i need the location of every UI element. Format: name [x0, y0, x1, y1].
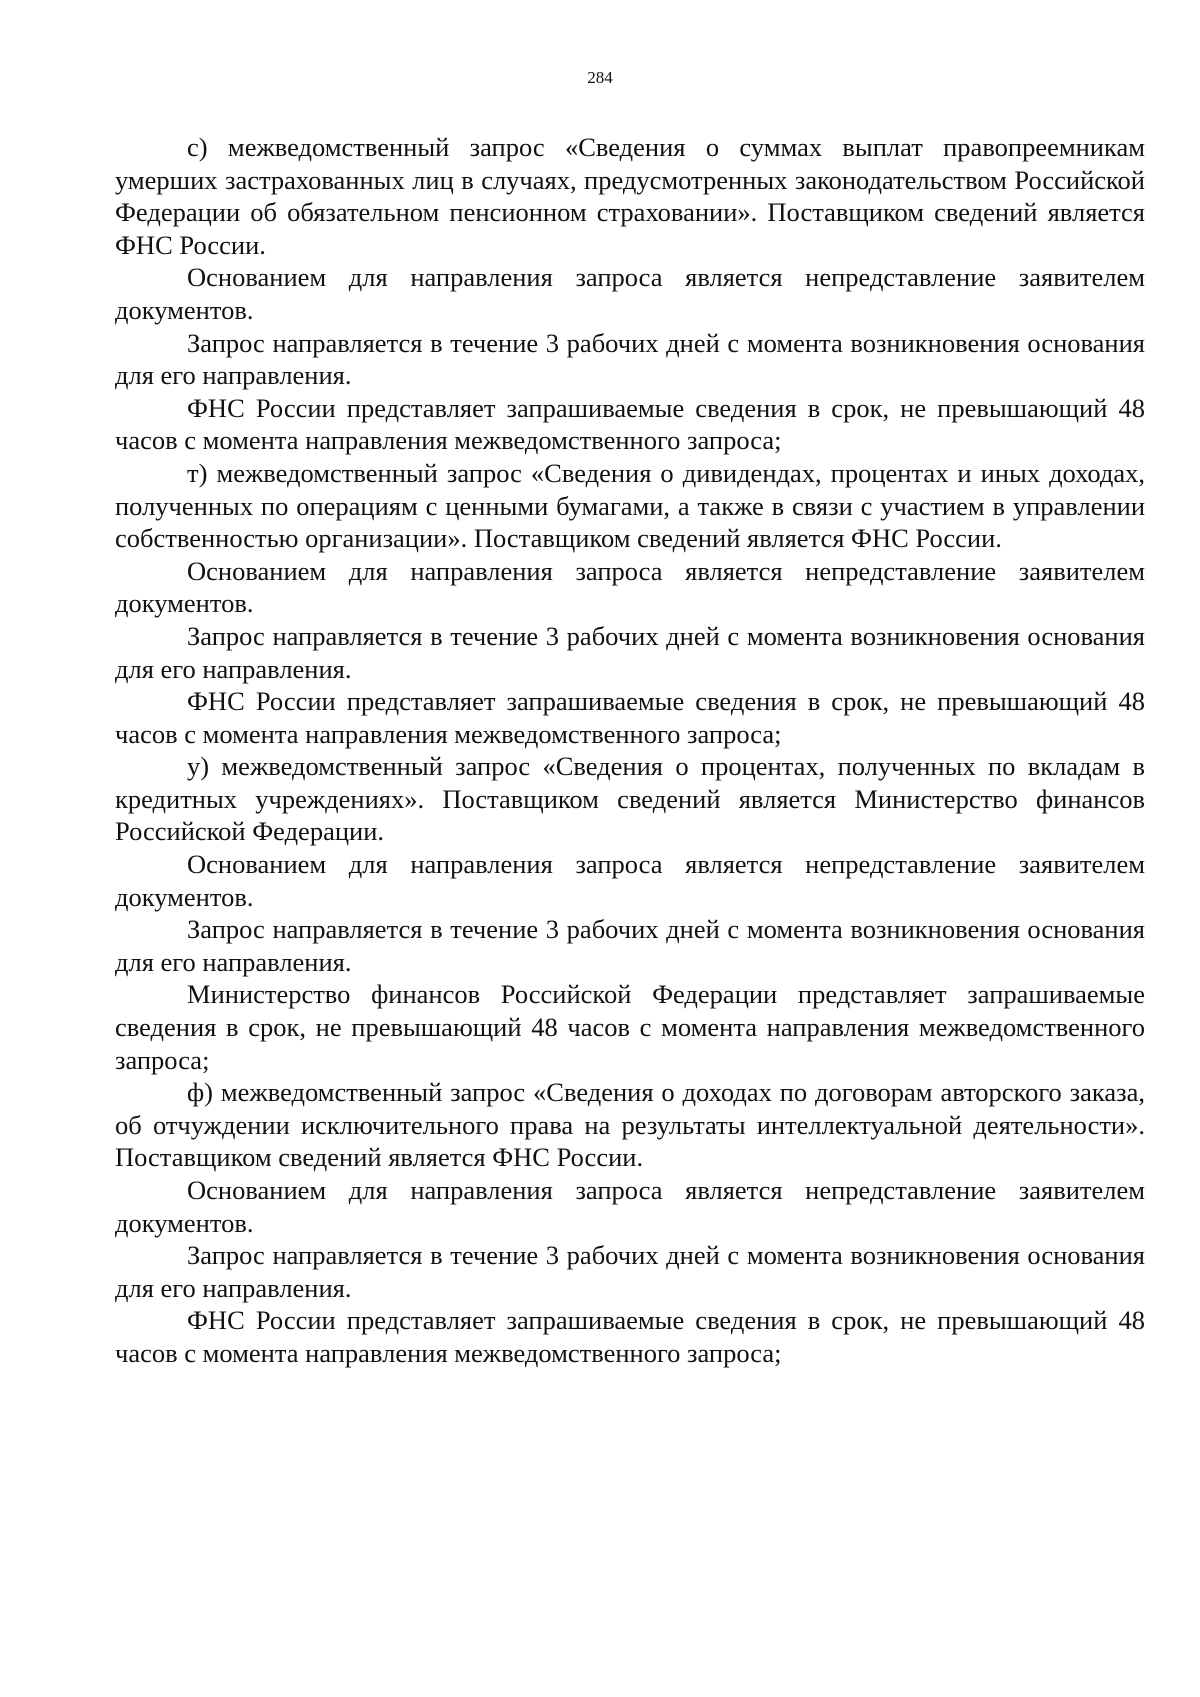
paragraph-request-deadline: Запрос направляется в течение 3 рабочих дней с момента возникновения основания для его направления. — [115, 1240, 1145, 1303]
paragraph-item-s-request: с) межведомственный запрос «Сведения о суммах выплат правопреемникам умерших застрахованных лиц в случаях, предусмотренных законодательством Российской Федерации об обязательном пенсионном страховании». Поставщиком сведений является ФНС России. — [115, 132, 1145, 260]
paragraph-request-deadline: Запрос направляется в течение 3 рабочих дней с момента возникновения основания для его направления. — [115, 620, 1145, 684]
paragraph-request-basis: Основанием для направления запроса является непредставление заявителем документов. — [115, 555, 1145, 619]
document-body — [115, 131, 1145, 1370]
paragraph-response-deadline: ФНС России представляет запрашиваемые сведения в срок, не превышающий 48 часов с момента направления межведомственного запроса; — [115, 392, 1145, 456]
page-number: 284 — [587, 68, 613, 87]
paragraph-request-deadline: Запрос направляется в течение 3 рабочих дней с момента возникновения основания для его направления. — [115, 327, 1145, 391]
paragraph-request-basis: Основанием для направления запроса является непредставление заявителем документов. — [115, 1175, 1145, 1238]
paragraph-item-f-request: ф) межведомственный запрос «Сведения о доходах по договорам авторского заказа, об отчуждении исключительного права на результаты интеллектуальной деятельности». Поставщиком сведений является ФНС России. — [115, 1077, 1145, 1173]
paragraph-response-deadline: Министерство финансов Российской Федерации представляет запрашиваемые сведения в срок, не превышающий 48 часов с момента направления межведомственного запроса; — [115, 979, 1145, 1075]
paragraph-request-deadline: Запрос направляется в течение 3 рабочих дней с момента возникновения основания для его направления. — [115, 914, 1145, 977]
paragraph-request-basis: Основанием для направления запроса является непредставление заявителем документов. — [115, 262, 1145, 325]
paragraph-request-basis: Основанием для направления запроса является непредставление заявителем документов. — [115, 849, 1145, 912]
paragraph-item-t-request: т) межведомственный запрос «Сведения о дивидендах, процентах и иных доходах, полученных по операциям с ценными бумагами, а также в связи с участием в управлении собственностью организации». Поставщиком сведений является ФНС России. — [115, 457, 1145, 554]
paragraph-response-deadline: ФНС России представляет запрашиваемые сведения в срок, не превышающий 48 часов с момента направления межведомственного запроса; — [115, 1305, 1145, 1368]
paragraph-response-deadline: ФНС России представляет запрашиваемые сведения в срок, не превышающий 48 часов с момента направления межведомственного запроса; — [115, 686, 1145, 749]
paragraph-item-u-request: у) межведомственный запрос «Сведения о процентах, полученных по вкладам в кредитных учреждениях». Поставщиком сведений является Министерство финансов Российской Федерации. — [115, 751, 1145, 847]
